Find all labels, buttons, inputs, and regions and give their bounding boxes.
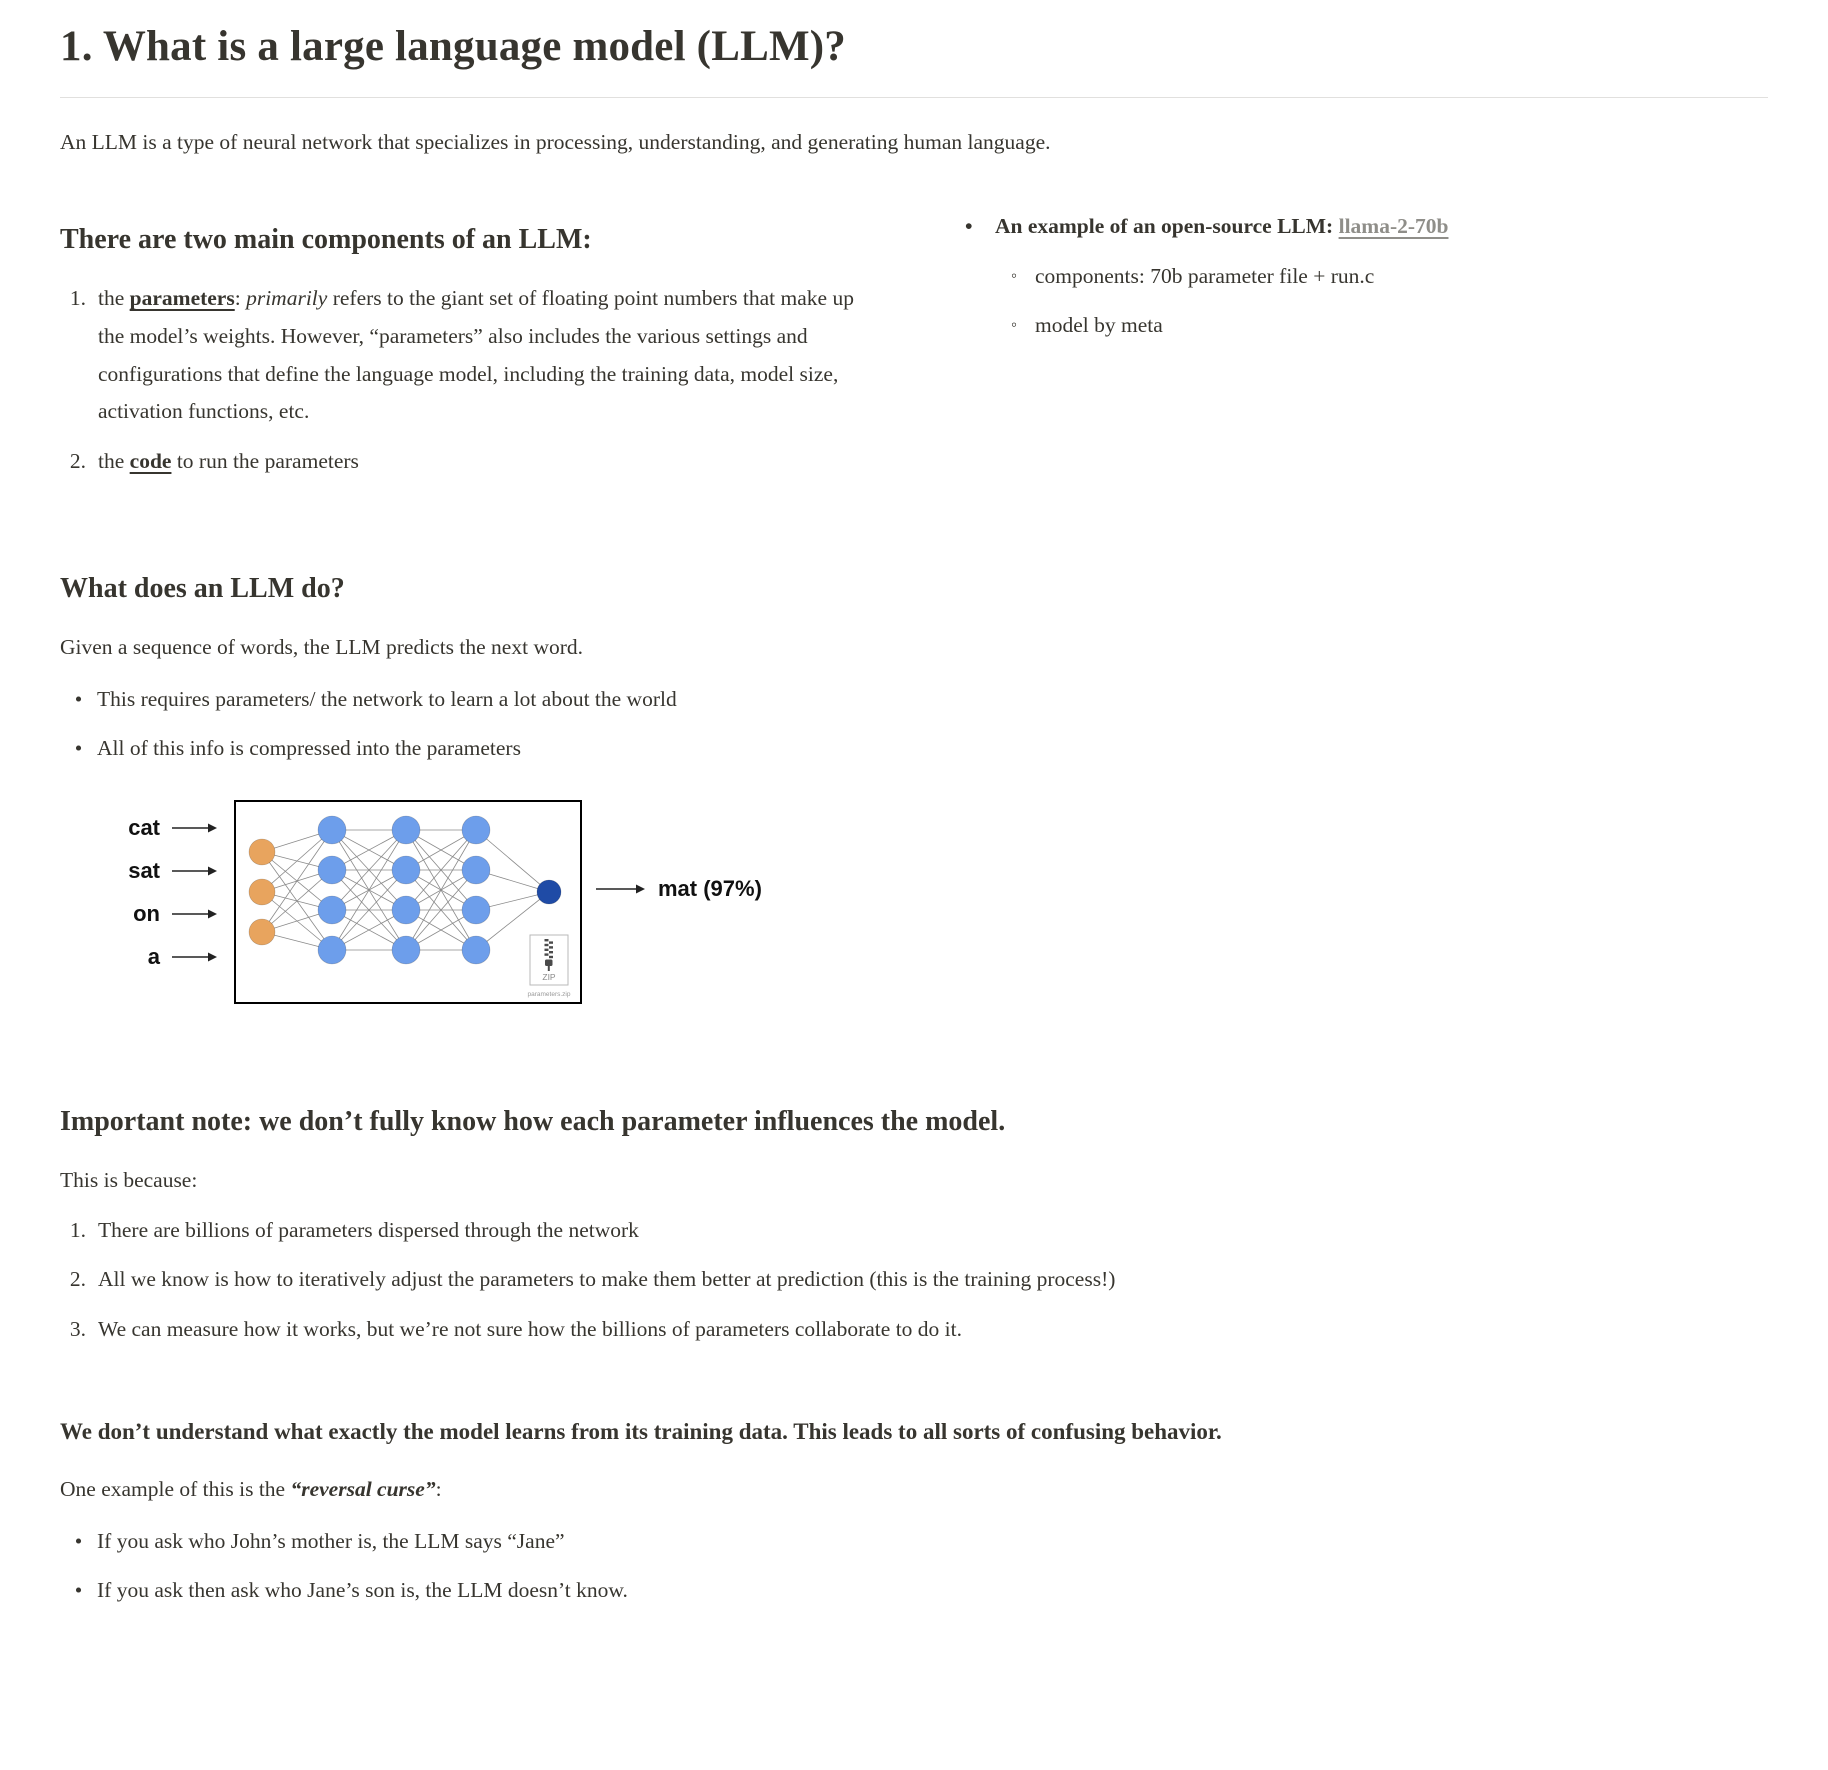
list-item-text: There are billions of parameters dispersed through the network <box>98 1217 639 1242</box>
confusing-bullet <box>60 1523 1768 1561</box>
neural-network-svg <box>236 802 576 998</box>
confusing-lead <box>60 1471 1768 1509</box>
sub-bullet-icon: ◦ <box>1011 265 1018 285</box>
term-parameters: parameters <box>129 286 235 311</box>
zip-icon-graphic <box>529 934 569 986</box>
text-segment: the <box>98 286 130 311</box>
nn-input-row <box>68 851 218 891</box>
components-list <box>60 280 965 480</box>
arrow-right-icon <box>172 822 218 834</box>
bullet-icon: • <box>74 736 83 761</box>
what-lead: Given a sequence of words, the LLM predicts the next word. <box>60 634 584 659</box>
reversal-curse-term: “reversal curse” <box>290 1477 436 1502</box>
arrow-right-icon <box>172 908 218 920</box>
llama-link[interactable]: llama-2-70b <box>1338 214 1449 239</box>
nn-input-row <box>68 894 218 934</box>
components-column <box>60 208 965 493</box>
bullet-icon: • <box>965 214 973 239</box>
example-subitem-text: components: 70b parameter file + run.c <box>1035 263 1375 288</box>
two-column-layout <box>60 208 1768 493</box>
list-item <box>60 1212 1768 1250</box>
nn-input-row <box>68 808 218 848</box>
intro-paragraph: An LLM is a type of neural network that specializes in processing, understanding, and generating human language. <box>60 130 1051 155</box>
nn-input-words <box>68 800 218 980</box>
what-bullet-text: All of this info is compressed into the parameters <box>97 736 521 761</box>
what-bullet <box>60 681 1768 719</box>
nn-input-word: on <box>133 900 160 926</box>
text-segment: refers to the giant set of floating point numbers that make up the model’s weights. However, “parameters” also includes the various settings and configurations that define the language model, including the training data, model size, activation functions, etc. <box>98 286 854 424</box>
nn-input-row <box>68 937 218 977</box>
nn-output <box>596 876 762 902</box>
components-heading: There are two main components of an LLM: <box>60 224 592 256</box>
arrow-right-icon <box>172 865 218 877</box>
list-item <box>60 280 965 431</box>
nn-box <box>234 800 582 1004</box>
bullet-icon: • <box>74 1528 83 1553</box>
list-number: 2. <box>69 1267 86 1292</box>
example-bullet <box>965 208 1768 246</box>
list-item <box>60 443 965 481</box>
list-number: 1. <box>69 1217 86 1242</box>
title-divider <box>60 97 1768 98</box>
list-number: 1. <box>69 286 86 311</box>
zip-label: ZIP <box>542 972 556 983</box>
example-subitem <box>965 307 1768 345</box>
nn-input-word: cat <box>128 814 160 840</box>
text-segment: the <box>98 448 130 473</box>
list-item <box>60 1311 1768 1349</box>
important-list <box>60 1212 1768 1349</box>
nn-output-label: mat (97%) <box>658 875 762 901</box>
nn-input-word: a <box>147 943 160 969</box>
zip-file-icon <box>526 934 572 999</box>
confusing-bullet-text: If you ask then ask who Jane’s son is, the LLM doesn’t know. <box>97 1578 628 1603</box>
text-segment: to run the parameters <box>171 448 359 473</box>
arrow-right-icon <box>172 951 218 963</box>
confusing-bullet-list <box>60 1523 1768 1610</box>
text-segment: One example of this is the <box>60 1477 291 1502</box>
zip-caption: parameters.zip <box>527 991 571 999</box>
list-number: 3. <box>69 1317 86 1342</box>
text-segment-italic: primarily <box>246 286 328 311</box>
nn-input-word: sat <box>128 857 160 883</box>
list-item-text: We can measure how it works, but we’re not sure how the billions of parameters collaborate to do it. <box>98 1317 962 1342</box>
sub-bullet-icon: ◦ <box>1011 315 1018 335</box>
bullet-icon: • <box>74 1578 83 1603</box>
list-item-text <box>98 280 876 431</box>
confusing-bullet <box>60 1572 1768 1610</box>
what-heading: What does an LLM do? <box>60 572 345 604</box>
example-column <box>965 208 1768 345</box>
page-title: 1. What is a large language model (LLM)? <box>60 23 846 70</box>
neural-network-diagram <box>68 800 1768 1004</box>
example-subitem-text: model by meta <box>1035 313 1163 338</box>
bullet-icon: • <box>74 686 83 711</box>
term-code: code <box>129 448 172 473</box>
list-number: 2. <box>69 448 86 473</box>
example-label: An example of an open-source LLM: <box>995 214 1339 239</box>
list-item-text: All we know is how to iteratively adjust the parameters to make them better at prediction (this is the training process!) <box>98 1267 1116 1292</box>
list-item <box>60 1261 1768 1299</box>
arrow-right-icon <box>596 883 646 895</box>
what-bullet-list <box>60 681 1768 768</box>
example-subitem <box>965 258 1768 296</box>
important-heading: Important note: we don’t fully know how each parameter influences the model. <box>60 1105 1006 1137</box>
because-lead: This is because: <box>60 1168 198 1193</box>
text-segment: : <box>435 1477 442 1502</box>
what-bullet-text: This requires parameters/ the network to learn a lot about the world <box>97 686 677 711</box>
confusing-heading: We don’t understand what exactly the model learns from its training data. This leads to all sorts of confusing behavior. <box>60 1418 1222 1444</box>
list-item-text <box>98 443 359 481</box>
confusing-bullet-text: If you ask who John’s mother is, the LLM says “Jane” <box>97 1528 565 1553</box>
example-text <box>995 208 1448 246</box>
text-segment: : <box>234 286 247 311</box>
what-bullet <box>60 730 1768 768</box>
